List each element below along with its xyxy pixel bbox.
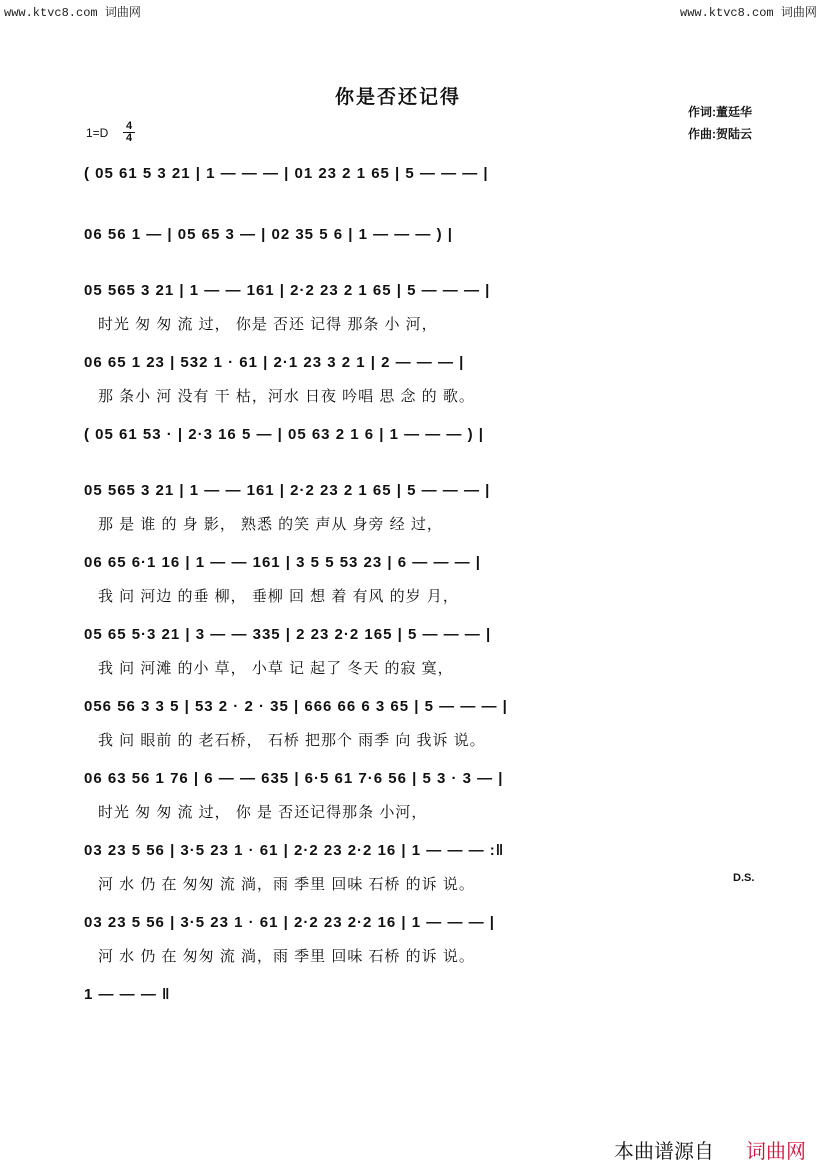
score-line bbox=[0, 770, 840, 840]
notes-line: 06 63 56 1 76 | 6 — — 635 | 6·5 61 7·6 56 | 5 3 · 3 — | bbox=[84, 770, 504, 787]
notes-line: 03 23 5 56 | 3·5 23 1 · 61 | 2·2 23 2·2 16 | 1 — — — :‖ bbox=[84, 842, 505, 859]
notes-line: 056 56 3 3 5 | 53 2 · 2 · 35 | 666 66 6 3 65 | 5 — — — | bbox=[84, 698, 508, 715]
song-title: 你是否还记得 bbox=[335, 86, 462, 108]
composer-credit: 作曲:贺陆云 bbox=[688, 127, 752, 141]
notes-line: 06 65 6·1 16 | 1 — — 161 | 3 5 5 53 23 | 6 — — — | bbox=[84, 554, 481, 571]
lyrics-line: 我 问 眼前 的 老石桥， 石桥 把那个 雨季 向 我诉 说。 bbox=[98, 732, 486, 749]
notes-line: ( 05 61 53 · | 2·3 16 5 — | 05 63 2 1 6 | 1 — — — ) | bbox=[84, 426, 484, 443]
lyrics-line: 时光 匆 匆 流 过， 你是 否还 记得 那条 小 河， bbox=[98, 316, 438, 333]
notes-line: 05 565 3 21 | 1 — — 161 | 2·2 23 2 1 65 | 5 — — — | bbox=[84, 482, 491, 499]
key-signature: 1=D bbox=[86, 126, 109, 140]
notes-line: 06 65 1 23 | 532 1 · 61 | 2·1 23 3 2 1 | 2 — — — | bbox=[84, 354, 465, 371]
footer-source-label: 本曲谱源自 bbox=[614, 1139, 714, 1163]
ds-mark: D.S. bbox=[733, 872, 755, 884]
site-watermark-right[interactable]: www.ktvc8.com 词曲网 bbox=[680, 6, 817, 20]
notes-line: ( 05 61 5 3 21 | 1 — — — | 01 23 2 1 65 | 5 — — — | bbox=[84, 165, 489, 182]
score-line bbox=[0, 914, 840, 984]
lyricist-credit: 作词:董廷华 bbox=[688, 105, 752, 119]
score-line bbox=[0, 282, 840, 352]
lyrics-line: 河 水 仍 在 匆匆 流 淌，雨 季里 回味 石桥 的诉 说。 bbox=[98, 876, 475, 893]
lyrics-line: 我 问 河滩 的小 草， 小草 记 起了 冬天 的寂 寞， bbox=[98, 660, 454, 677]
lyrics-line: 我 问 河边 的垂 柳， 垂柳 回 想 着 有风 的岁 月， bbox=[98, 588, 459, 605]
time-signature bbox=[123, 121, 135, 144]
score-line bbox=[0, 482, 840, 552]
site-watermark-left[interactable]: www.ktvc8.com 词曲网 bbox=[4, 6, 141, 20]
score-line bbox=[0, 842, 840, 912]
notes-line: 05 65 5·3 21 | 3 — — 335 | 2 23 2·2 165 | 5 — — — | bbox=[84, 626, 492, 643]
lyrics-line: 时光 匆 匆 流 过， 你 是 否还记得那条 小河， bbox=[98, 804, 428, 821]
lyrics-line: 那 是 谁 的 身 影， 熟悉 的笑 声从 身旁 经 过， bbox=[98, 516, 443, 533]
notes-line: 06 56 1 — | 05 65 3 — | 02 35 5 6 | 1 — — — ) | bbox=[84, 226, 453, 243]
score-line bbox=[0, 354, 840, 424]
notes-line: 05 565 3 21 | 1 — — 161 | 2·2 23 2 1 65 | 5 — — — | bbox=[84, 282, 491, 299]
notes-line: 1 — — — ‖ bbox=[84, 986, 171, 1003]
time-top: 4 bbox=[125, 120, 133, 132]
time-bottom: 4 bbox=[123, 132, 135, 144]
notes-line: 03 23 5 56 | 3·5 23 1 · 61 | 2·2 23 2·2 16 | 1 — — — | bbox=[84, 914, 495, 931]
footer-site-name[interactable]: 词曲网 bbox=[746, 1139, 806, 1163]
lyrics-line: 河 水 仍 在 匆匆 流 淌，雨 季里 回味 石桥 的诉 说。 bbox=[98, 948, 475, 965]
score-line bbox=[0, 165, 840, 235]
score-line bbox=[0, 554, 840, 624]
score-line bbox=[0, 626, 840, 696]
lyrics-line: 那 条小 河 没有 干 枯，河水 日夜 吟唱 思 念 的 歌。 bbox=[98, 388, 475, 405]
score-line bbox=[0, 698, 840, 768]
score-line bbox=[0, 986, 840, 1056]
